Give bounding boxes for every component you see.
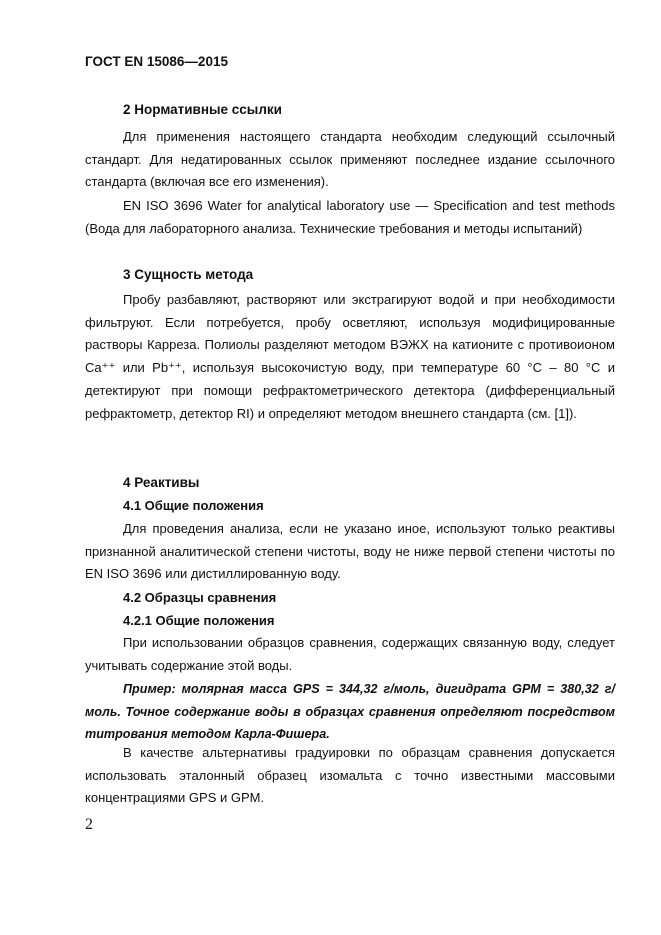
section-2-paragraph-1: Для применения настоящего стандарта необходим следующий ссылочный стандарт. Для недатированных ссылок применяют последнее издание ссылочного стандарта (включая все его изменения). [85,129,615,190]
section-4-2-1-paragraph-2: В качестве альтернативы градуировки по образцам сравнения допускается использовать эталонный образец изомальта с точно известными массовыми концентрациями GPS и GPM. [85,745,615,806]
section-4-2-1-paragraph-1: При использовании образцов сравнения, содержащих связанную воду, следует учитывать содержание этой воды. [85,635,615,673]
section-4-2-heading: 4.2 Образцы сравнения [123,590,277,605]
page-number: 2 [85,816,93,833]
section-4-2-1-heading: 4.2.1 Общие положения [123,613,275,628]
section-4-1-heading: 4.1 Общие положения [123,498,264,513]
standard-header: ГОСТ EN 15086—2015 [85,54,228,69]
section-2-heading: 2 Нормативные ссылки [123,102,282,117]
section-4-1-paragraph: Для проведения анализа, если не указано иное, используют только реактивы признанной аналитической степени чистоты, воду не ниже первой степени чистоты по EN ISO 3696 или дистиллированную воду. [85,521,615,582]
section-4-heading: 4 Реактивы [123,475,200,490]
section-3-paragraph-1: Пробу разбавляют, растворяют или экстрагируют водой и при необходимости фильтруют. Если потребуется, пробу осветляют, используя модифицированные растворы Карреза. Полиолы разделяют методом ВЭЖХ на катионите с противоионом Ca⁺⁺ или Pb⁺⁺, используя высокочистую воду, при температуре 60 °C – 80 °C и детектируют при помощи рефрактометрического детектора (дифференциальный рефрактометр, детектор RI) и определяют методом внешнего стандарта (см. [1]). [85,292,615,421]
section-3-heading: 3 Сущность метода [123,267,254,282]
section-2-paragraph-2: EN ISO 3696 Water for analytical laboratory use — Specification and test methods (Вода для лабораторного анализа. Технические требования и методы испытаний) [85,198,615,236]
example-note: Пример: молярная масса GPS = 344,32 г/моль, дигидрата GPM = 380,32 г/моль. Точное содержание воды в образцах сравнения определяют посредством титрования методом Карла-Фишера. [85,682,615,742]
